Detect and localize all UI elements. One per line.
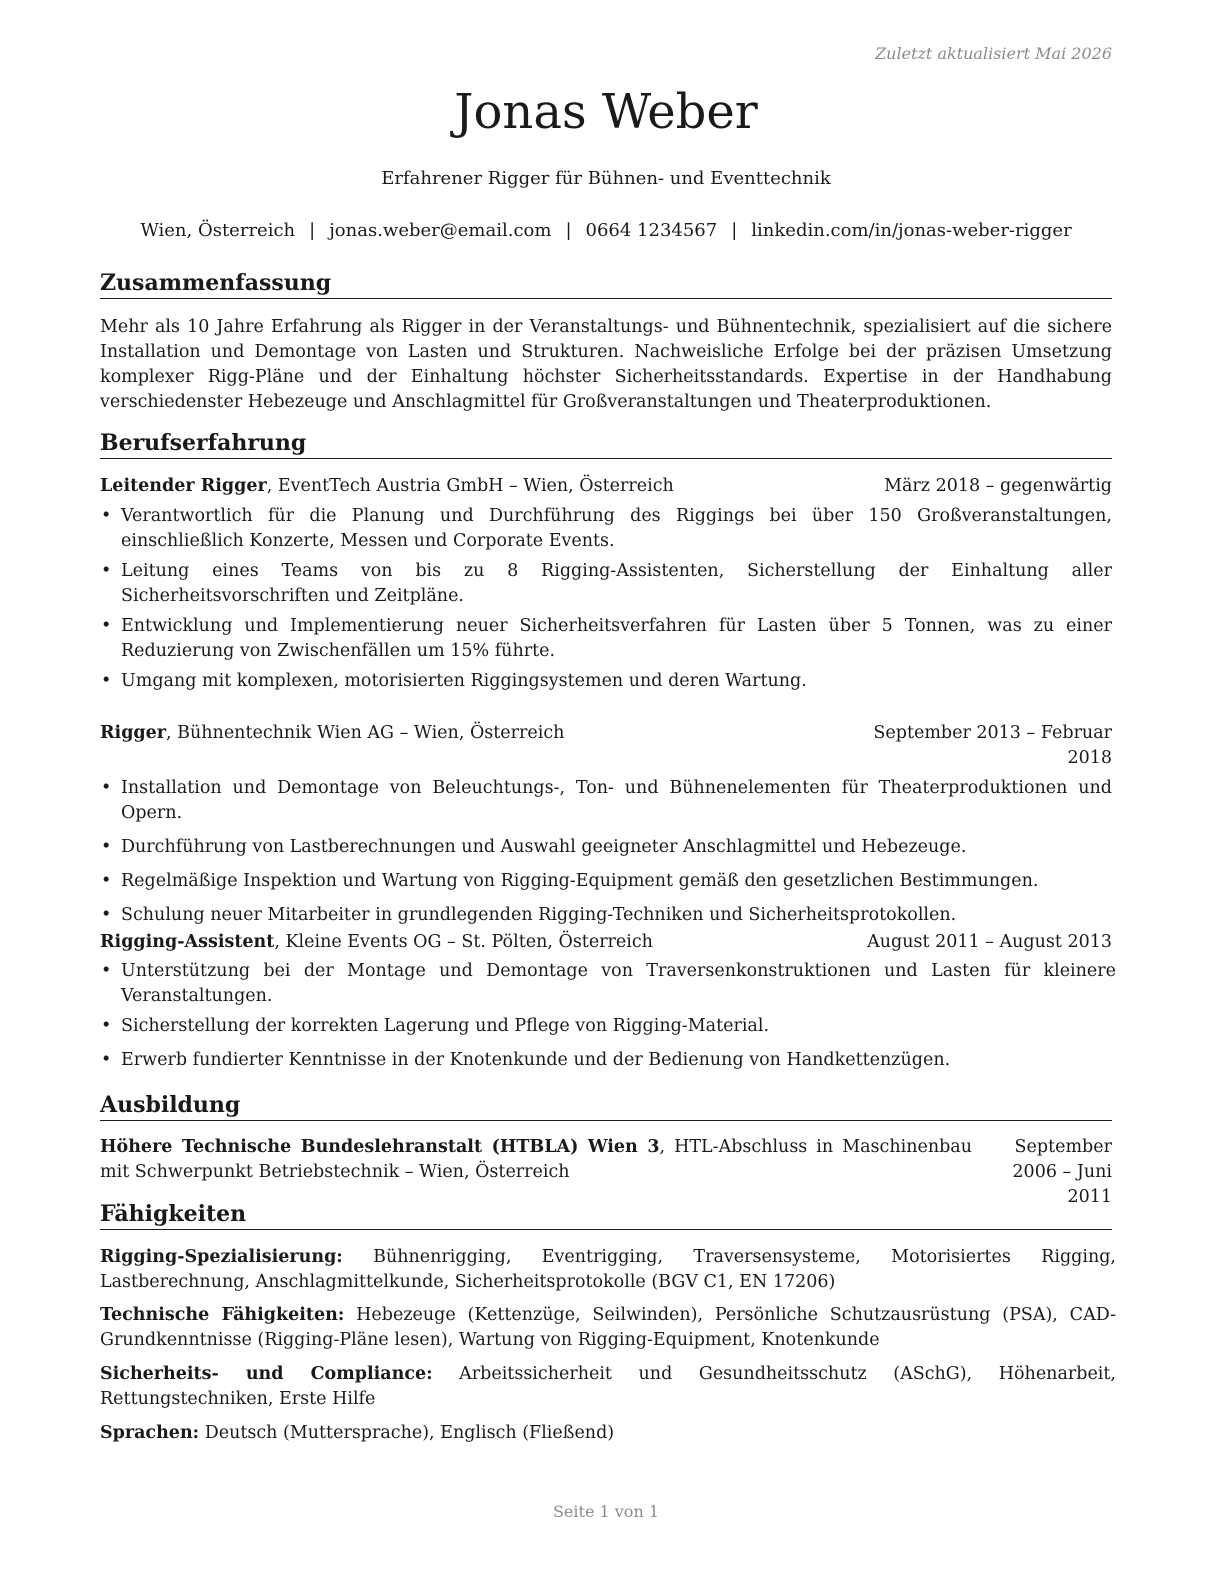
list-item: • Installation und Demontage von Beleuchtungs-, Ton- und Bühnenelementen für Theaterproduktionen und Opern. xyxy=(100,776,1112,826)
list-item: • Verantwortlich für die Planung und Durchführung des Riggings bei über 150 Großveranstaltungen, einschließlich Konzerte, Messen und Corporate Events. xyxy=(100,504,1112,554)
job-company: , Kleine Events OG – St. Pölten, Österreich xyxy=(274,932,653,952)
job-title-line xyxy=(100,930,653,955)
section-heading-skills: Fähigkeiten xyxy=(100,1201,1112,1230)
contact-separator: | xyxy=(565,220,572,241)
job-header xyxy=(100,930,1112,955)
skill-label: Sicherheits- und Compliance: xyxy=(100,1364,433,1384)
skill-line xyxy=(100,1362,1116,1412)
job-title: Rigger xyxy=(100,723,167,743)
job-title: Leitender Rigger xyxy=(100,476,267,496)
list-item: • Sicherstellung der korrekten Lagerung und Pflege von Rigging-Material. xyxy=(100,1014,1116,1039)
job-company: , Bühnentechnik Wien AG – Wien, Österreich xyxy=(166,723,565,743)
job-company: , EventTech Austria GmbH – Wien, Österreich xyxy=(266,476,674,496)
list-item: • Leitung eines Teams von bis zu 8 Rigging-Assistenten, Sicherstellung der Einhaltung aller Sicherheitsvorschriften und Zeitpläne. xyxy=(100,559,1112,609)
list-item: • Erwerb fundierter Kenntnisse in der Knotenkunde und der Bedienung von Handkettenzügen. xyxy=(100,1048,1116,1073)
contact-phone[interactable]: 0664 1234567 xyxy=(585,220,718,241)
job-bullets xyxy=(100,959,1116,1073)
candidate-subtitle: Erfahrener Rigger für Bühnen- und Eventtechnik xyxy=(381,168,831,189)
education-entry xyxy=(100,1135,1112,1210)
list-item: • Schulung neuer Mitarbeiter in grundlegenden Rigging-Techniken und Sicherheitsprotokollen. xyxy=(100,903,1112,928)
education-detail: , HTL-Abschluss in Maschinenbau mit Schwerpunkt Betriebstechnik – Wien, Österreich xyxy=(100,1137,973,1182)
job-dates: August 2011 – August 2013 xyxy=(867,932,1112,952)
list-item: • Umgang mit komplexen, motorisierten Riggingsystemen und deren Wartung. xyxy=(100,669,1112,694)
skill-text: Bühnenrigging, Eventrigging, Traversensysteme, Motorisiertes Rigging, Lastberechnung, Anschlagmittelkunde, Sicherheitsprotokolle (BGV C1, EN 17206) xyxy=(100,1247,1116,1292)
contact-linkedin[interactable]: linkedin.com/in/jonas-weber-rigger xyxy=(751,220,1072,241)
section-heading-experience: Berufserfahrung xyxy=(100,430,1112,459)
job-title-line xyxy=(100,721,564,771)
candidate-name: Jonas Weber xyxy=(454,84,758,140)
education-school: Höhere Technische Bundeslehranstalt (HTBLA) Wien 3 xyxy=(100,1137,660,1157)
education-dates: September 2006 – Juni 2011 xyxy=(1012,1137,1112,1207)
job-title: Rigging-Assistent xyxy=(100,932,275,952)
skill-text: Arbeitssicherheit und Gesundheitsschutz (ASchG), Höhenarbeit, Rettungstechniken, Erste Hilfe xyxy=(100,1364,1116,1409)
section-heading-education: Ausbildung xyxy=(100,1092,1112,1121)
list-item: • Entwicklung und Implementierung neuer Sicherheitsverfahren für Lasten über 5 Tonnen, was zu einer Reduzierung von Zwischenfällen um 15% führte. xyxy=(100,614,1112,664)
list-item: • Regelmäßige Inspektion und Wartung von Rigging-Equipment gemäß den gesetzlichen Bestimmungen. xyxy=(100,869,1112,894)
contact-line xyxy=(100,220,1112,241)
page-number: Seite 1 von 1 xyxy=(552,1502,660,1521)
skill-line xyxy=(100,1421,1116,1446)
summary-text: Mehr als 10 Jahre Erfahrung als Rigger in der Veranstaltungs- und Bühnentechnik, spezialisiert auf die sichere Installation und Demontage von Lasten und Strukturen. Nachweisliche Erfolge bei der präzisen Umsetzung komplexer Rigg-Pläne und der Einhaltung höchster Sicherheitsstandards. Expertise in der Handhabung verschiedenster Hebezeuge und Anschlagmittel für Großveranstaltungen und Theaterproduktionen. xyxy=(100,317,1112,412)
job-title-line xyxy=(100,474,674,499)
skill-label: Rigging-Spezialisierung: xyxy=(100,1247,343,1267)
skill-text: Deutsch (Muttersprache), Englisch (Fließend) xyxy=(199,1423,615,1443)
list-item: • Unterstützung bei der Montage und Demontage von Traversenkonstruktionen und Lasten für kleinere Veranstaltungen. xyxy=(100,959,1116,1009)
contact-separator: | xyxy=(309,220,316,241)
job-header xyxy=(100,474,1112,499)
job-header xyxy=(100,721,1112,771)
last-updated: Zuletzt aktualisiert Mai 2026 xyxy=(875,44,1112,63)
skill-text: Hebezeuge (Kettenzüge, Seilwinden), Persönliche Schutzausrüstung (PSA), CAD-Grundkenntnisse (Rigging-Pläne lesen), Wartung von Rigging-Equipment, Knotenkunde xyxy=(100,1305,1116,1350)
skill-label: Sprachen: xyxy=(100,1423,200,1443)
job-bullets xyxy=(100,504,1112,694)
job-dates: März 2018 – gegenwärtig xyxy=(884,476,1112,496)
education-text xyxy=(100,1135,972,1210)
job-dates: September 2013 – Februar 2018 xyxy=(873,723,1112,768)
skill-line xyxy=(100,1245,1116,1295)
skill-line xyxy=(100,1303,1116,1353)
resume-page xyxy=(100,0,1116,1584)
list-item: • Durchführung von Lastberechnungen und Auswahl geeigneter Anschlagmittel und Hebezeuge. xyxy=(100,835,1112,860)
skill-label: Technische Fähigkeiten: xyxy=(100,1305,345,1325)
job-bullets xyxy=(100,776,1112,928)
contact-separator: | xyxy=(731,220,738,241)
contact-location: Wien, Österreich xyxy=(140,220,296,241)
section-heading-summary: Zusammenfassung xyxy=(100,270,1112,299)
contact-email[interactable]: jonas.weber@email.com xyxy=(329,220,552,241)
